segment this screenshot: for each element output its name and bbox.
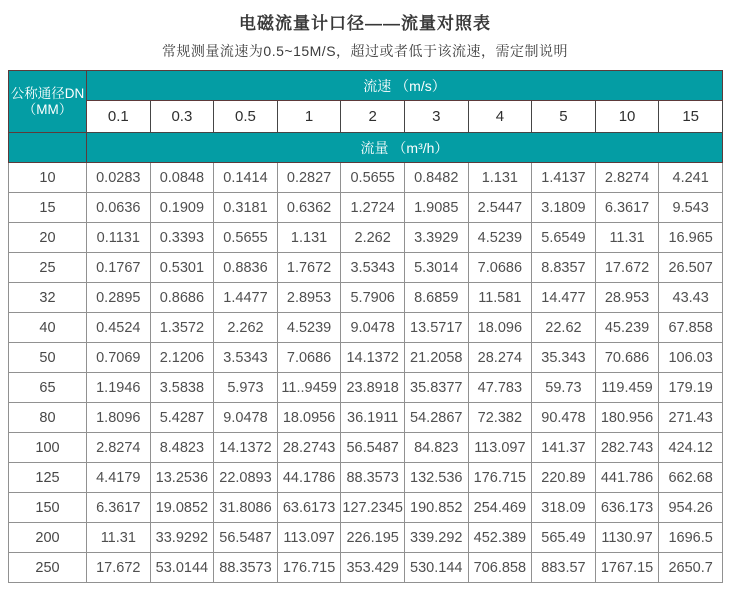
table-row: [9, 523, 723, 553]
flow-value-cell: 59.73: [532, 373, 596, 403]
velocity-value-cell: 2: [341, 101, 405, 133]
flow-value-cell: 0.3181: [214, 193, 278, 223]
flow-value-cell: 35.8377: [404, 373, 468, 403]
flow-value-cell: 67.858: [659, 313, 723, 343]
flow-value-cell: 4.5239: [277, 313, 341, 343]
flow-value-cell: 271.43: [659, 403, 723, 433]
velocity-value-cell: 0.1: [87, 101, 151, 133]
flow-value-cell: 11.31: [595, 223, 659, 253]
flow-value-cell: 23.8918: [341, 373, 405, 403]
flow-value-cell: 1696.5: [659, 523, 723, 553]
flow-value-cell: 3.1809: [532, 193, 596, 223]
flow-value-cell: 180.956: [595, 403, 659, 433]
flow-value-cell: 424.12: [659, 433, 723, 463]
dn-cell: 250: [9, 553, 87, 583]
flow-value-cell: 0.8482: [404, 163, 468, 193]
flow-value-cell: 706.858: [468, 553, 532, 583]
flow-value-cell: 0.8836: [214, 253, 278, 283]
flow-value-cell: 0.5301: [150, 253, 214, 283]
flow-value-cell: 36.1911: [341, 403, 405, 433]
flow-value-cell: 1.131: [468, 163, 532, 193]
flow-value-cell: 9.543: [659, 193, 723, 223]
flow-value-cell: 4.4179: [87, 463, 151, 493]
flow-value-cell: 113.097: [277, 523, 341, 553]
flow-value-cell: 636.173: [595, 493, 659, 523]
flow-value-cell: 1.2724: [341, 193, 405, 223]
flow-value-cell: 70.686: [595, 343, 659, 373]
flow-value-cell: 0.1131: [87, 223, 151, 253]
flow-value-cell: 56.5487: [214, 523, 278, 553]
flow-rate-table: [8, 70, 723, 583]
flow-value-cell: 1.1946: [87, 373, 151, 403]
table-row: [9, 493, 723, 523]
table-row: [9, 553, 723, 583]
dn-cell: 65: [9, 373, 87, 403]
flow-value-cell: 0.1767: [87, 253, 151, 283]
flow-value-cell: 9.0478: [214, 403, 278, 433]
flow-value-cell: 0.0848: [150, 163, 214, 193]
flow-value-cell: 9.0478: [341, 313, 405, 343]
flow-value-cell: 88.3573: [341, 463, 405, 493]
flow-value-cell: 13.5717: [404, 313, 468, 343]
flow-value-cell: 14.477: [532, 283, 596, 313]
flow-value-cell: 954.26: [659, 493, 723, 523]
flow-value-cell: 63.6173: [277, 493, 341, 523]
table-row: [9, 343, 723, 373]
flow-value-cell: 127.2345: [341, 493, 405, 523]
flow-value-cell: 0.0283: [87, 163, 151, 193]
flow-value-cell: 56.5487: [341, 433, 405, 463]
dn-cell: 25: [9, 253, 87, 283]
table-row: [9, 223, 723, 253]
flow-value-cell: 2.8274: [595, 163, 659, 193]
flow-value-cell: 53.0144: [150, 553, 214, 583]
flow-value-cell: 28.274: [468, 343, 532, 373]
table-row: [9, 193, 723, 223]
flow-value-cell: 44.1786: [277, 463, 341, 493]
flow-value-cell: 662.68: [659, 463, 723, 493]
flow-value-cell: 0.0636: [87, 193, 151, 223]
flow-value-cell: 1767.15: [595, 553, 659, 583]
velocity-header-label: 流速 （m/s）: [87, 71, 723, 101]
flow-value-cell: 254.469: [468, 493, 532, 523]
table-row: [9, 253, 723, 283]
page-subtitle: 常规测量流速为0.5~15M/S，超过或者低于该流速，需定制说明: [161, 43, 569, 59]
flow-value-cell: 54.2867: [404, 403, 468, 433]
flow-value-cell: 2.262: [214, 313, 278, 343]
flow-value-cell: 318.09: [532, 493, 596, 523]
flow-value-cell: 883.57: [532, 553, 596, 583]
table-row: [9, 283, 723, 313]
dn-cell: 10: [9, 163, 87, 193]
flow-value-cell: 31.8086: [214, 493, 278, 523]
dn-cell: 200: [9, 523, 87, 553]
flow-value-cell: 0.3393: [150, 223, 214, 253]
flow-value-cell: 565.49: [532, 523, 596, 553]
flow-value-cell: 6.3617: [87, 493, 151, 523]
page-title: 电磁流量计口径——流量对照表: [239, 14, 491, 33]
flow-value-cell: 84.823: [404, 433, 468, 463]
table-row: [9, 373, 723, 403]
flow-value-cell: 1.8096: [87, 403, 151, 433]
flow-value-cell: 6.3617: [595, 193, 659, 223]
flow-value-cell: 1.131: [277, 223, 341, 253]
flow-value-cell: 0.5655: [341, 163, 405, 193]
flow-value-cell: 35.343: [532, 343, 596, 373]
flow-value-cell: 19.0852: [150, 493, 214, 523]
flow-value-cell: 43.43: [659, 283, 723, 313]
flow-header-label: 流量 （m³/h）: [87, 133, 723, 163]
dn-cell: 80: [9, 403, 87, 433]
flow-value-cell: 226.195: [341, 523, 405, 553]
flow-value-cell: 190.852: [404, 493, 468, 523]
flow-value-cell: 4.5239: [468, 223, 532, 253]
dn-cell: 100: [9, 433, 87, 463]
flow-value-cell: 8.6859: [404, 283, 468, 313]
table-row: [9, 433, 723, 463]
dn-cell: 125: [9, 463, 87, 493]
corner-header-line1: 公称通径DN: [10, 85, 85, 101]
flow-value-cell: 22.62: [532, 313, 596, 343]
flow-value-cell: 17.672: [87, 553, 151, 583]
flow-value-cell: 119.459: [595, 373, 659, 403]
flow-value-cell: 0.7069: [87, 343, 151, 373]
flow-value-cell: 1.9085: [404, 193, 468, 223]
flow-header-spacer: [9, 133, 87, 163]
table-row: [9, 163, 723, 193]
flow-value-cell: 16.965: [659, 223, 723, 253]
velocity-value-cell: 15: [659, 101, 723, 133]
dn-cell: 15: [9, 193, 87, 223]
flow-header-row: [9, 133, 723, 163]
corner-header-dn: [9, 71, 87, 133]
dn-cell: 40: [9, 313, 87, 343]
flow-value-cell: 141.37: [532, 433, 596, 463]
flow-value-cell: 132.536: [404, 463, 468, 493]
flow-value-cell: 90.478: [532, 403, 596, 433]
flow-value-cell: 0.1414: [214, 163, 278, 193]
flow-value-cell: 8.8357: [532, 253, 596, 283]
flow-value-cell: 106.03: [659, 343, 723, 373]
flow-value-cell: 2650.7: [659, 553, 723, 583]
flow-value-cell: 3.5343: [341, 253, 405, 283]
flow-value-cell: 1.4137: [532, 163, 596, 193]
flow-value-cell: 28.953: [595, 283, 659, 313]
flow-value-cell: 3.5838: [150, 373, 214, 403]
flow-value-cell: 11..9459: [277, 373, 341, 403]
flow-value-cell: 5.973: [214, 373, 278, 403]
flow-value-cell: 179.19: [659, 373, 723, 403]
flow-value-cell: 22.0893: [214, 463, 278, 493]
table-header: [9, 71, 723, 163]
flow-value-cell: 18.0956: [277, 403, 341, 433]
flow-value-cell: 13.2536: [150, 463, 214, 493]
flow-value-cell: 26.507: [659, 253, 723, 283]
flow-value-cell: 14.1372: [341, 343, 405, 373]
velocity-value-cell: 10: [595, 101, 659, 133]
flow-value-cell: 5.3014: [404, 253, 468, 283]
velocity-value-cell: 4: [468, 101, 532, 133]
flow-value-cell: 47.783: [468, 373, 532, 403]
flow-value-cell: 88.3573: [214, 553, 278, 583]
flow-comparison-page: [0, 9, 730, 597]
flow-value-cell: 176.715: [277, 553, 341, 583]
flow-value-cell: 1.7672: [277, 253, 341, 283]
dn-cell: 20: [9, 223, 87, 253]
flow-value-cell: 1.4477: [214, 283, 278, 313]
velocity-value-cell: 0.3: [150, 101, 214, 133]
flow-value-cell: 282.743: [595, 433, 659, 463]
flow-value-cell: 28.2743: [277, 433, 341, 463]
flow-value-cell: 3.5343: [214, 343, 278, 373]
flow-value-cell: 45.239: [595, 313, 659, 343]
flow-value-cell: 5.4287: [150, 403, 214, 433]
flow-value-cell: 3.3929: [404, 223, 468, 253]
flow-value-cell: 2.5447: [468, 193, 532, 223]
flow-value-cell: 339.292: [404, 523, 468, 553]
flow-value-cell: 0.2827: [277, 163, 341, 193]
flow-value-cell: 14.1372: [214, 433, 278, 463]
flow-value-cell: 8.4823: [150, 433, 214, 463]
flow-value-cell: 530.144: [404, 553, 468, 583]
table-body: [9, 163, 723, 583]
velocity-value-cell: 1: [277, 101, 341, 133]
corner-header-line2: （MM）: [22, 101, 73, 117]
flow-value-cell: 2.8953: [277, 283, 341, 313]
flow-value-cell: 0.5655: [214, 223, 278, 253]
velocity-value-cell: 0.5: [214, 101, 278, 133]
flow-value-cell: 0.1909: [150, 193, 214, 223]
velocity-value-cell: 5: [532, 101, 596, 133]
flow-value-cell: 2.262: [341, 223, 405, 253]
flow-value-cell: 2.1206: [150, 343, 214, 373]
velocity-values-row: [9, 101, 723, 133]
flow-value-cell: 113.097: [468, 433, 532, 463]
flow-value-cell: 0.4524: [87, 313, 151, 343]
flow-value-cell: 5.7906: [341, 283, 405, 313]
velocity-value-cell: 3: [404, 101, 468, 133]
flow-value-cell: 33.9292: [150, 523, 214, 553]
flow-value-cell: 7.0686: [468, 253, 532, 283]
flow-value-cell: 0.8686: [150, 283, 214, 313]
flow-value-cell: 452.389: [468, 523, 532, 553]
table-row: [9, 403, 723, 433]
flow-value-cell: 1130.97: [595, 523, 659, 553]
table-row: [9, 463, 723, 493]
flow-value-cell: 353.429: [341, 553, 405, 583]
flow-value-cell: 2.8274: [87, 433, 151, 463]
flow-value-cell: 5.6549: [532, 223, 596, 253]
flow-value-cell: 11.581: [468, 283, 532, 313]
flow-value-cell: 0.6362: [277, 193, 341, 223]
flow-value-cell: 4.241: [659, 163, 723, 193]
dn-cell: 32: [9, 283, 87, 313]
dn-cell: 50: [9, 343, 87, 373]
flow-value-cell: 441.786: [595, 463, 659, 493]
flow-value-cell: 0.2895: [87, 283, 151, 313]
flow-value-cell: 17.672: [595, 253, 659, 283]
flow-value-cell: 7.0686: [277, 343, 341, 373]
velocity-header-row: [9, 71, 723, 101]
dn-cell: 150: [9, 493, 87, 523]
flow-value-cell: 21.2058: [404, 343, 468, 373]
flow-value-cell: 220.89: [532, 463, 596, 493]
flow-value-cell: 176.715: [468, 463, 532, 493]
flow-value-cell: 1.3572: [150, 313, 214, 343]
table-row: [9, 313, 723, 343]
flow-value-cell: 11.31: [87, 523, 151, 553]
flow-value-cell: 18.096: [468, 313, 532, 343]
flow-value-cell: 72.382: [468, 403, 532, 433]
